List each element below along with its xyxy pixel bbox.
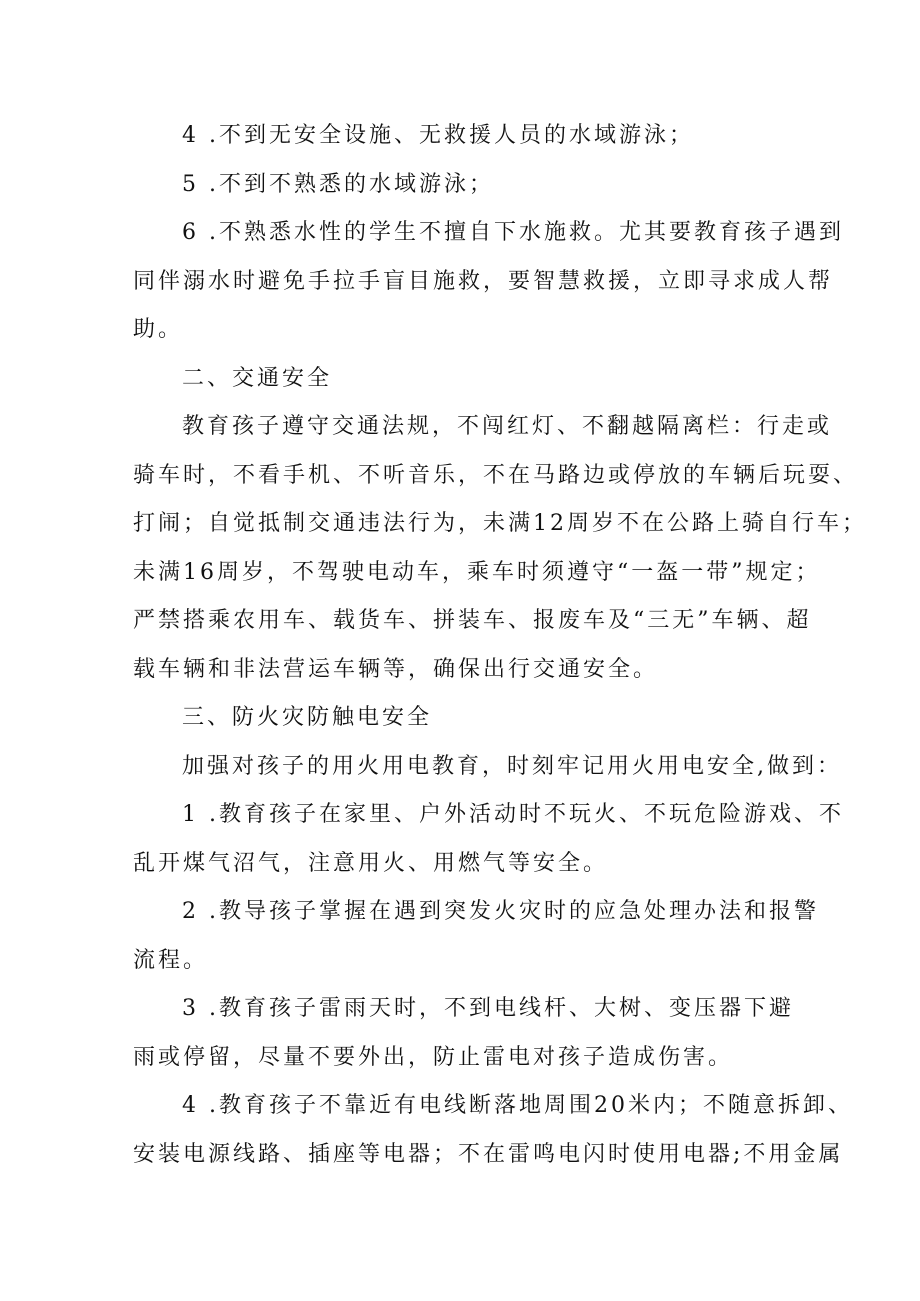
paragraph-line-item6-cont: 同伴溺水时避免手拉手盲目施救，要智慧救援，立即寻求成人帮 (133, 269, 834, 294)
paragraph-line-item6-start: 6 .不熟悉水性的学生不擅自下水施救。尤其要教育孩子遇到 (182, 220, 844, 245)
paragraph-line-item4: 4 .不到无安全设施、无救援人员的水域游泳； (182, 123, 694, 148)
section-heading-traffic: 二、交通安全 (182, 366, 333, 391)
paragraph-line-fire-item2-cont: 流程。 (133, 948, 209, 973)
paragraph-line-fire-item1: 1 .教育孩子在家里、户外活动时不玩火、不玩危险游戏、不 (182, 802, 844, 827)
paragraph-line-fire-item4: 4 .教育孩子不靠近有电线断落地周围20米内；不随意拆卸、 (182, 1093, 853, 1118)
paragraph-line-traffic-3: 打闹；自觉抵制交通违法行为，未满12周岁不在公路上骑自行车； (133, 511, 867, 536)
paragraph-line-item6-end: 助。 (133, 317, 184, 342)
paragraph-line-fire-item4-cont: 安装电源线路、插座等电器；不在雷鸣电闪时使用电器;不用金属 (133, 1142, 844, 1167)
paragraph-line-fire-item3: 3 .教育孩子雷雨天时，不到电线杆、大树、变压器下避 (182, 996, 794, 1021)
paragraph-line-fire-intro: 加强对孩子的用火用电教育，时刻牢记用火用电安全,做到： (182, 754, 842, 779)
paragraph-line-traffic-2: 骑车时，不看手机、不听音乐，不在马路边或停放的车辆后玩耍、 (133, 463, 859, 488)
paragraph-line-fire-item1-cont: 乱开煤气沼气，注意用火、用燃气等安全。 (133, 851, 609, 876)
paragraph-line-traffic-6: 载车辆和非法营运车辆等，确保出行交通安全。 (133, 657, 659, 682)
paragraph-line-fire-item3-cont: 雨或停留，尽量不要外出，防止雷电对孩子造成伤害。 (133, 1045, 734, 1070)
paragraph-line-traffic-4: 未满16周岁，不驾驶电动车，乘车时须遵守“一盔一带”规定； (133, 560, 821, 585)
paragraph-line-fire-item2: 2 .教导孩子掌握在遇到突发火灾时的应急处理办法和报警 (182, 899, 819, 924)
paragraph-line-traffic-5: 严禁搭乘农用车、载货车、拼装车、报废车及“三无”车辆、超 (133, 608, 812, 633)
paragraph-line-traffic-1: 教育孩子遵守交通法规，不闯红灯、不翻越隔离栏：行走或 (182, 414, 833, 439)
paragraph-line-item5: 5 .不到不熟悉的水域游泳； (182, 172, 494, 197)
section-heading-fire-electric: 三、防火灾防触电安全 (182, 705, 433, 730)
